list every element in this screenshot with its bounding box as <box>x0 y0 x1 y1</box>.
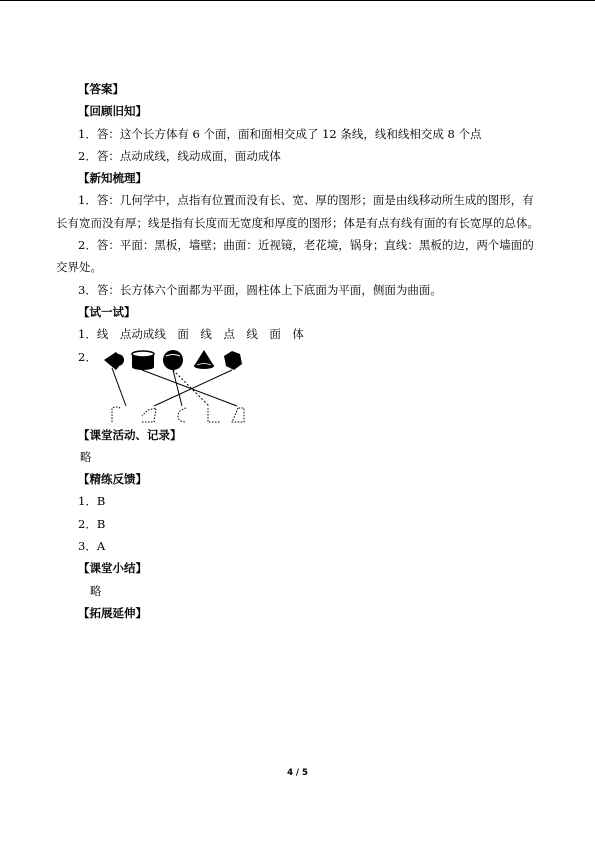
summary-text: 略 <box>90 583 102 598</box>
answer-heading: 【答案】 <box>78 82 124 96</box>
solids-matching-diagram <box>102 350 282 426</box>
half-circle-figure <box>178 408 186 422</box>
sphere-shape <box>163 350 183 370</box>
cylinder-shape <box>132 351 154 370</box>
try-it-item-1: 1．线 点动成线 面 线 点 线 面 体 <box>78 327 304 342</box>
review-item-1: 1．答：这个长方体有 6 个面，面和面相交成了 12 条线，线和线相交成 8 个点 <box>78 126 482 141</box>
new-knowledge-item-2: 2．答：平面：黑板，墙壁；曲面：近视镜，老花境，锅身；直线：黑板的边，两个墙面的交界处。 <box>56 238 534 275</box>
try-it-item-2-number: 2． <box>78 349 97 364</box>
top-rule <box>0 0 595 1</box>
review-heading: 【回顾旧知】 <box>78 104 147 119</box>
new-knowledge-heading: 【新知梳理】 <box>78 171 147 186</box>
plane-figures <box>112 407 244 422</box>
sphere-cut-shape <box>104 352 124 370</box>
new-knowledge-item-3: 3．答：长方体六个面都为平面，圆柱体上下底面为平面，侧面为曲面。 <box>78 282 442 297</box>
matching-figure <box>56 346 540 424</box>
summary-heading: 【课堂小结】 <box>78 561 147 576</box>
matching-lines <box>112 368 237 406</box>
prism-shape <box>224 351 242 370</box>
cone-shape <box>194 350 214 369</box>
practice-item-3: 3．A <box>78 539 106 554</box>
practice-heading: 【精练反馈】 <box>78 472 147 487</box>
trapezoid-figure <box>142 408 156 422</box>
page-number: 4 / 5 <box>287 768 308 778</box>
semicircle-figure <box>112 407 120 422</box>
review-item-2: 2．答：点动成线，线动成面，面动成体 <box>78 148 281 163</box>
rectangle-figure <box>208 408 220 422</box>
practice-item-1: 1．B <box>78 494 106 509</box>
triangle-figure <box>232 408 244 422</box>
class-activity-heading: 【课堂活动、记录】 <box>78 427 182 442</box>
try-it-heading: 【试一试】 <box>78 304 136 319</box>
extension-heading: 【拓展延伸】 <box>78 605 147 620</box>
class-activity-text: 略 <box>80 449 92 464</box>
new-knowledge-item-1: 1．答：几何学中，点指有位置而没有长、宽、厚的图形；面是由线移动所生成的图形，有长有宽而没有厚；线是指有长度而无宽度和厚度的图形；体是有点有线有面的有长宽厚的总体。 <box>56 193 539 230</box>
practice-item-2: 2．B <box>78 516 106 531</box>
answer-content <box>56 78 540 624</box>
